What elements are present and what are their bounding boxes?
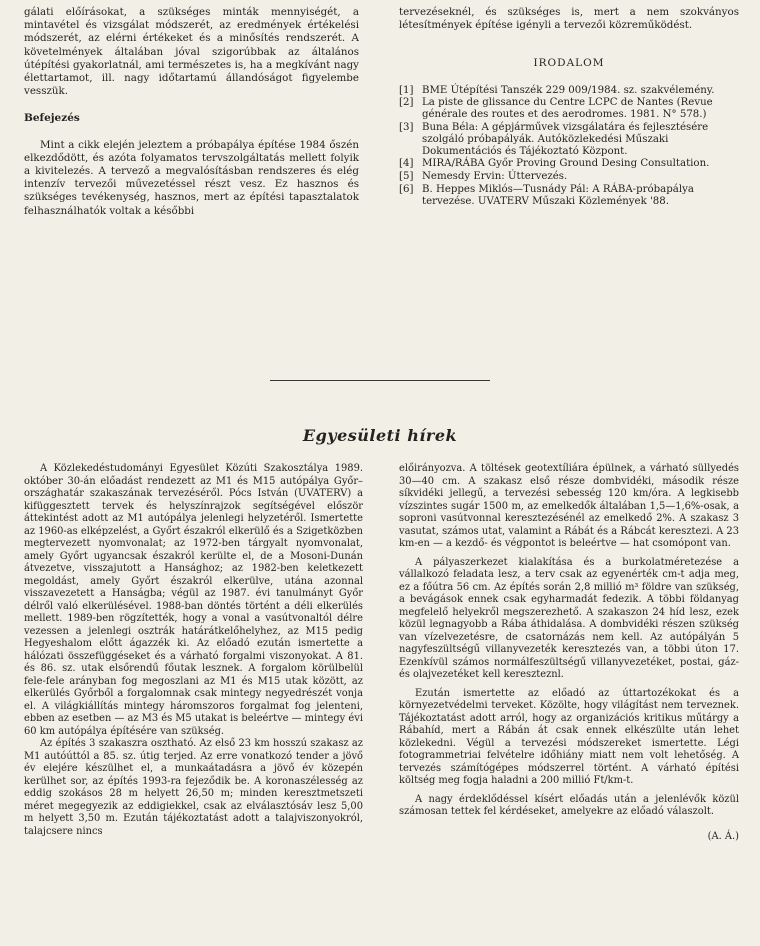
reference-number: [4] <box>399 158 414 170</box>
reference-number: [5] <box>399 171 414 183</box>
reference-item <box>399 184 739 208</box>
news-paragraph: A pályaszerkezet kialakítása és a burkolatméretezése a vállalkozó feladata lesz, a terv csak az egyenérték cm-t adja meg, ez a főútra 56 cm. Az építés során 2,8 millió m³ földre van szükség, a bevágások ennek csak egyharmadát fedezik. A többi földanyag megfelelő helyekről megszerezhető. A szakaszon 24 híd lesz, ezek közül legnagyobb a Rába áthidalása. A dombvidéki részen szükség van vízelvezetésre, de csatornázás nem kell. Az autópályán 5 nagyfeszültségű villanyvezeték keresztezés van, a többi úton 17. Ezenkívül számos normálfeszültségű villanyvezetéket, postai, gáz- és olajvezetéket kell kereszteznl. <box>399 556 739 680</box>
news-heading: Egyesületi hírek <box>302 426 458 445</box>
news-left-column <box>24 463 363 838</box>
news-paragraph: A Közlekedéstudományi Egyesület Közúti Szakosztálya 1989. október 30-án előadást rendezett az M1 és M15 autópálya Győr–országhatár szakaszának tervezéséről. Pócs István (UVATERV) a kifüggesztett tervek és helyszínrajzok segítségével először áttekintést adott az M1 autópálya jelenlegi helyzetéről. Ismertette az 1960-as elképzelést, a Győrt északról elkerülő és a Szigetközben megtervezett nyomvonalat; az 1972-ben tárgyalt nyomvonalat, amely Győrt ugyancsak északról kerülte el, de a Mosoni-Dunán átvezetve, visszajutott a Hansághoz; az 1982-ben keletkezett megoldást, amely Győrt északról elkerülve, utána azonnal visszavezetett a Hanságba; végül az 1987. évi tanulmányt Győr délről való elkerülésével. 1988-ban döntés történt a déli elkerülés mellett. 1989-ben rögzítették, hogy a vonal a vasútvonaltól délre vezessen a jelenlegi osztrák határátkelőhelyhez, az M15 pedig Hegyeshalom előtt ágazzék ki. Az előadó ezután ismertette a hálózati összefüggéseket és a várható forgalmi viszonyokat. A 81. és 86. sz. utak elsőrendű főutak lesznek. A forgalom körülbelül fele-fele arányban fog megoszlani az M1 és M15 utak között, az elkerülés Győrből a forgalomnak csak mintegy negyedrészét vonja el. A világkiállítás mintegy háromszoros forgalmat fog jelenteni, ebben az esetben — az M3 és M5 utakat is beleértve — mintegy évi 60 km autópálya építésére van szükség. <box>24 463 363 737</box>
conclusion-paragraph: Mint a cikk elején jeleztem a próbapálya építése 1984 őszén elkezdődött, és azóta folyamatos tervszolgáltatás mellett folyik a kivitelezés. A tervező a megvalósításban rendszeres és elég intenzív tervezői művezetéssel részt vesz. Ez hasznos és szükséges tevékenység, hasznos, mert az építési tapasztalatok felhasználhatók voltak a későbbi <box>24 138 359 217</box>
top-left-column <box>24 6 359 218</box>
news-paragraph: A nagy érdeklődéssel kísért előadás után a jelenlévők közül számosan tettek fel kérdéseket, amelyekre az előadó válaszolt. <box>399 793 739 817</box>
conclusion-heading: Befejezés <box>24 112 80 125</box>
reference-number: [1] <box>399 84 414 96</box>
news-paragraph: előirányozva. A töltések geotextíliára épülnek, a várható süllyedés 30—40 cm. A szakasz első része dombvidéki, második része síkvidéki jellegű, a tervezési sebesség 120 km/óra. A legkisebb vízszintes sugár 1500 m, az emelkedők általában 1,5—1,6%-osak, a soproni vasútvonnal keresztezésénél az emelkedő 2%. A szakasz 3 vasutat, számos utat, valamint a Rábát és a Rábcát keresztezi. A 23 km-en — a kezdő- és végpontot is beleértve — hat csomópont van. <box>399 463 739 549</box>
top-right-column <box>399 6 739 209</box>
intro-paragraph: gálati előírásokat, a szükséges minták mennyiségét, a mintavétel és vizsgálat módszerét, az eredmények értékelési módszerét, az elérni értékeket és a minősítés rendszerét. A követelmények általában jóval szigorúbbak az általános útépítési gyakorlatnál, ami természetes is, ha a megkívánt nagy élettartamot, ill. nagy időtartamú állandóságot figyelembe vesszük. <box>24 6 359 98</box>
references-title: IRODALOM <box>533 57 605 70</box>
news-right-column <box>399 463 739 843</box>
reference-item <box>399 122 739 157</box>
reference-number: [2] <box>399 97 414 109</box>
reference-item <box>399 85 739 97</box>
reference-text: BME Útépítési Tanszék 229 009/1984. sz. szakvélemény. <box>422 84 715 96</box>
reference-text: La piste de glissance du Centre LCPC de Nantes (Revue générale des routes et des aerodromes. 1981. N° 578.) <box>422 97 713 121</box>
reference-number: [3] <box>399 122 414 133</box>
news-paragraph: Az építés 3 szakaszra osztható. Az első 23 km hosszú szakasz az M1 autóúttól a 85. sz. útig terjed. Az erre vonatkozó tender a jövő év elejére készülhet el, a munkaátadásra a jövő év közepén kerülhet sor, az építés 1993-ra fejeződik be. A koronaszélesség az eddig szokásos 28 m helyett 26,50 m; minden keresztmetszeti méret megegyezik az eddigiekkel, csak az elválasztósáv lesz 5,00 m helyett 3,50 m. Ezután tájékoztatást adott a talajviszonyokról, talajcsere nincs <box>24 738 363 837</box>
news-paragraph: Ezután ismertette az előadó az úttartozékokat és a környezetvédelmi terveket. Közölte, hogy világítást nem terveznek. Tájékoztatást adott arról, hogy az organizációs kritikus műtárgy a Rábahíd, mert a Rábán át csak ennek elkészülte után lehet közlekedni. Végül a tervezési módszereket ismertette. Légi fotogrammetriai felvételre időhiány miatt nem volt lehetőség. A tervezés számítógépes módszerrel történt. A várható építési költség meg fogja haladni a 200 millió Ft/km-t. <box>399 687 739 786</box>
reference-text: B. Heppes Miklós—Tusnády Pál: A RÁBA-próbapálya tervezése. UVATERV Műszaki Közlemények '88. <box>422 183 694 207</box>
reference-text: MIRA/RÁBA Győr Proving Ground Desing Consultation. <box>422 158 710 170</box>
section-divider <box>270 380 490 381</box>
continuation-paragraph: tervezéseknél, és szükséges is, mert a nem szokványos létesítmények építése igényli a tervezői közreműködést. <box>399 6 739 32</box>
reference-item <box>399 158 739 170</box>
references-list <box>399 85 739 208</box>
reference-item <box>399 97 739 121</box>
author-signature: (A. Á.) <box>707 830 739 842</box>
reference-text: Nemesdy Ervin: Úttervezés. <box>422 171 568 183</box>
reference-number: [6] <box>399 183 414 195</box>
reference-item <box>399 171 739 183</box>
reference-text: Buna Béla: A gépjárművek vizsgálatára és fejlesztésére szolgáló próbapályák. Autóközlekedési Műszaki Dokumentációs és Tájékoztató Központ. <box>422 122 709 157</box>
